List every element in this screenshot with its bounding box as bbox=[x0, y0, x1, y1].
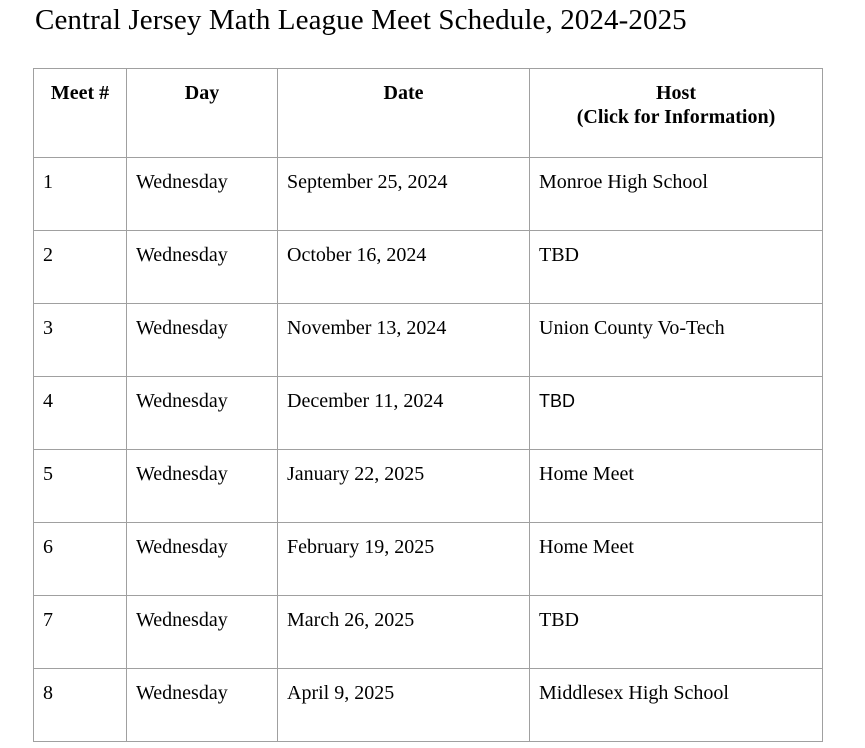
meet-number-cell: 8 bbox=[34, 669, 127, 742]
header-date: Date bbox=[278, 69, 530, 158]
day-cell: Wednesday bbox=[127, 523, 278, 596]
host-link[interactable]: Home Meet bbox=[539, 536, 634, 558]
host-cell bbox=[530, 377, 823, 450]
host-cell bbox=[530, 450, 823, 523]
meet-number-cell: 5 bbox=[34, 450, 127, 523]
host-cell bbox=[530, 669, 823, 742]
table-row bbox=[34, 596, 823, 669]
host-link[interactable]: TBD bbox=[539, 609, 579, 631]
host-link[interactable]: Middlesex High School bbox=[539, 682, 729, 704]
date-cell: October 16, 2024 bbox=[278, 231, 530, 304]
meet-number-cell: 1 bbox=[34, 158, 127, 231]
meet-schedule-table bbox=[33, 68, 823, 742]
host-cell bbox=[530, 523, 823, 596]
table-row bbox=[34, 304, 823, 377]
header-host-label: Host bbox=[656, 82, 696, 104]
header-host bbox=[530, 69, 823, 158]
host-cell bbox=[530, 596, 823, 669]
header-host-hint: (Click for Information) bbox=[576, 106, 776, 128]
date-cell: December 11, 2024 bbox=[278, 377, 530, 450]
day-cell: Wednesday bbox=[127, 377, 278, 450]
day-cell: Wednesday bbox=[127, 158, 278, 231]
meet-number-cell: 2 bbox=[34, 231, 127, 304]
table-row bbox=[34, 231, 823, 304]
date-cell: September 25, 2024 bbox=[278, 158, 530, 231]
host-cell bbox=[530, 231, 823, 304]
meet-number-cell: 3 bbox=[34, 304, 127, 377]
date-cell: February 19, 2025 bbox=[278, 523, 530, 596]
table-row bbox=[34, 450, 823, 523]
host-link[interactable]: Monroe High School bbox=[539, 171, 708, 193]
day-cell: Wednesday bbox=[127, 231, 278, 304]
date-cell: November 13, 2024 bbox=[278, 304, 530, 377]
day-cell: Wednesday bbox=[127, 450, 278, 523]
header-meet-number: Meet # bbox=[34, 69, 127, 158]
day-cell: Wednesday bbox=[127, 596, 278, 669]
date-cell: January 22, 2025 bbox=[278, 450, 530, 523]
host-cell bbox=[530, 158, 823, 231]
page-title: Central Jersey Math League Meet Schedule, 2024-2025 bbox=[35, 4, 687, 36]
host-cell bbox=[530, 304, 823, 377]
table-row bbox=[34, 377, 823, 450]
meet-number-cell: 6 bbox=[34, 523, 127, 596]
table-row bbox=[34, 158, 823, 231]
meet-number-cell: 4 bbox=[34, 377, 127, 450]
host-link[interactable]: Union County Vo-Tech bbox=[539, 317, 725, 339]
host-link[interactable]: Home Meet bbox=[539, 463, 634, 485]
host-link[interactable]: TBD bbox=[539, 391, 575, 411]
day-cell: Wednesday bbox=[127, 304, 278, 377]
header-day: Day bbox=[127, 69, 278, 158]
table-row bbox=[34, 523, 823, 596]
meet-number-cell: 7 bbox=[34, 596, 127, 669]
table-header-row bbox=[34, 69, 823, 158]
date-cell: March 26, 2025 bbox=[278, 596, 530, 669]
date-cell: April 9, 2025 bbox=[278, 669, 530, 742]
table-row bbox=[34, 669, 823, 742]
host-link[interactable]: TBD bbox=[539, 244, 579, 266]
day-cell: Wednesday bbox=[127, 669, 278, 742]
